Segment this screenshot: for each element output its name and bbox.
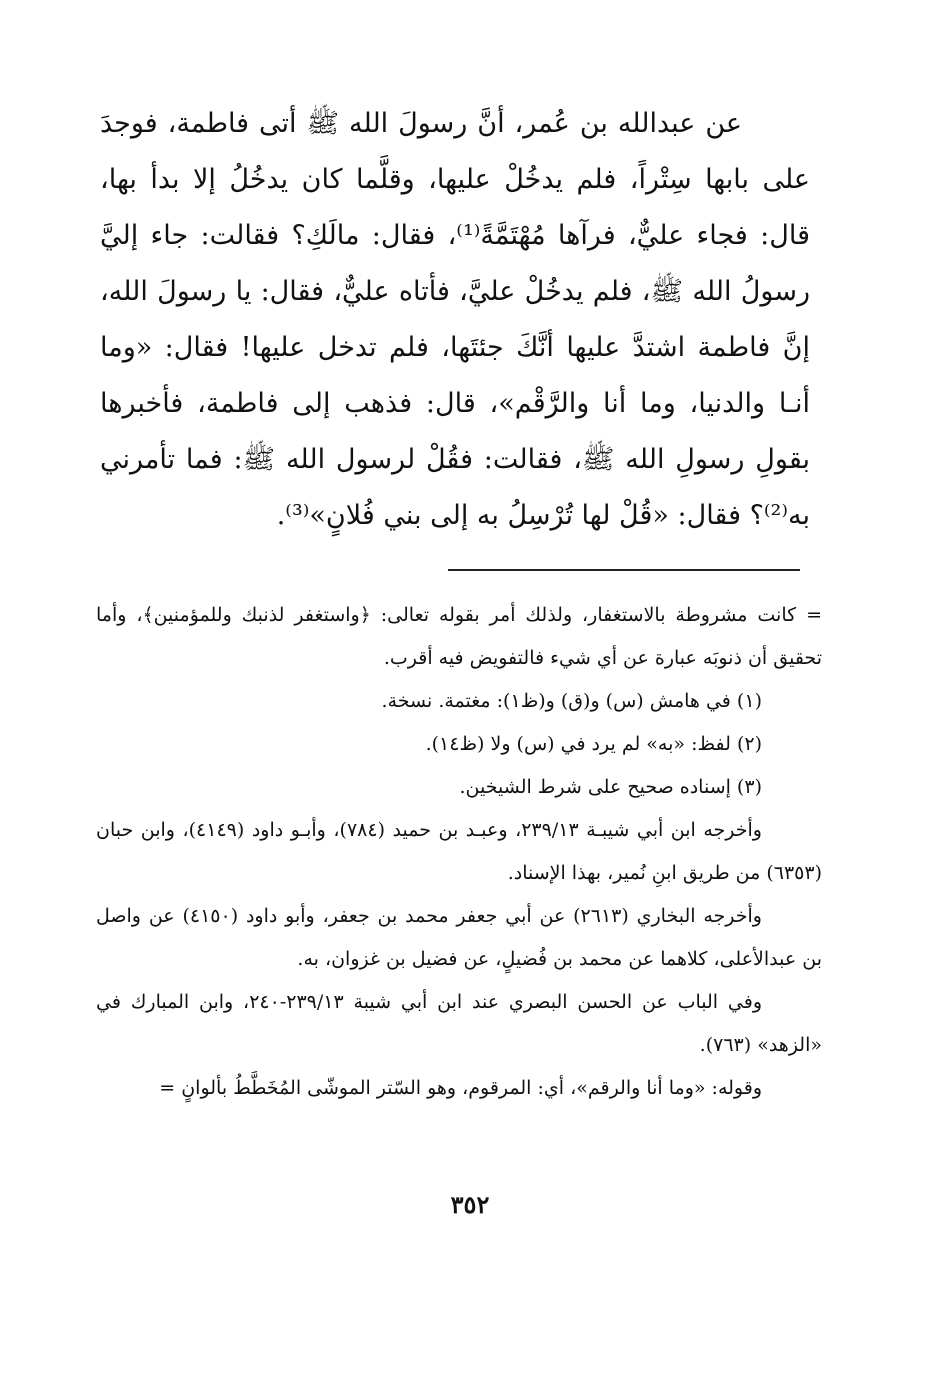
main-text-block xyxy=(100,96,810,544)
takhrij-paragraph-2: وأخرجه البخاري (٢٦١٣) عن أبي جعفر محمد بن جعفر، وأبو داود (٤١٥٠) عن واصل بن عبدالأعلى، كلاهما عن محمد بن فُضيلٍ، عن فضيل بن غزوان، به. xyxy=(96,905,822,970)
takhrij-paragraph-4: وقوله: «وما أنا والرقم»، أي: المرقوم، وهو السّتر الموشّى المُخَطَّطُ بألوانٍ = xyxy=(159,1077,762,1099)
page-number: ٣٥٢ xyxy=(450,1190,490,1219)
footnote-3: (٣) إسناده صحيح على شرط الشيخين. xyxy=(459,776,762,798)
footnote-2: (٢) لفظ: «به» لم يرد في (س) ولا (ظ١٤). xyxy=(425,733,762,755)
takhrij-paragraph-1: وأخرجه ابن أبي شيبـة ٢٣٩/١٣، وعبـد بن حميد (٧٨٤)، وأبـو داود (٤١٤٩)، وابن حبان (٦٣٥٣) من طريق ابنِ نُمير، بهذا الإسناد. xyxy=(96,819,822,884)
footnote-continuation: = كانت مشروطة بالاستغفار، ولذلك أمر بقوله تعالى: ﴿واستغفر لذنبك وللمؤمنين﴾، وأما تحقيق أن ذنوبَه عبارة عن أي شيء فالتفويض فيه أقرب. xyxy=(96,604,822,669)
footnotes-block xyxy=(96,594,822,1110)
footnote-1: (١) في هامش (س) و(ق) و(ظ١): مغتمة. نسخة. xyxy=(381,690,762,712)
takhrij-paragraph-3: وفي الباب عن الحسن البصري عند ابن أبي شيبة ٢٣٩/١٣-٢٤٠، وابن المبارك في «الزهد» (٧٦٣). xyxy=(96,991,822,1056)
hadith-paragraph: عن عبدالله بن عُمر، أنَّ رسولَ الله ﷺ أتى فاطمة، فوجدَ على بابها سِتْراً، فلم يدخُلْ عليها، وقلَّما كان يدخُلُ إلا بدأ بها، قال: فجاء عليٌّ، فرآها مُهْتَمَّةً⁽¹⁾، فقال: مالَكِ؟ فقالت: جاء إليَّ رسولُ الله ﷺ، فلم يدخُلْ عليَّ، فأتاه عليٌّ، فقال: يا رسولَ الله، إنَّ فاطمة اشتدَّ عليها أنَّكَ جئتَها، فلم تدخل عليها! فقال: «وما أنـا والدنيا، وما أنا والرَّقْم»، قال: فذهب إلى فاطمة، فأخبرها بقولِ رسولِ الله ﷺ، فقالت: فقُلْ لرسول الله ﷺ: فما تأمرني به⁽²⁾؟ فقال: «قُلْ لها تُرْسِلُ به إلى بني فُلانٍ»⁽³⁾. xyxy=(100,108,811,531)
footnote-separator xyxy=(448,569,800,571)
